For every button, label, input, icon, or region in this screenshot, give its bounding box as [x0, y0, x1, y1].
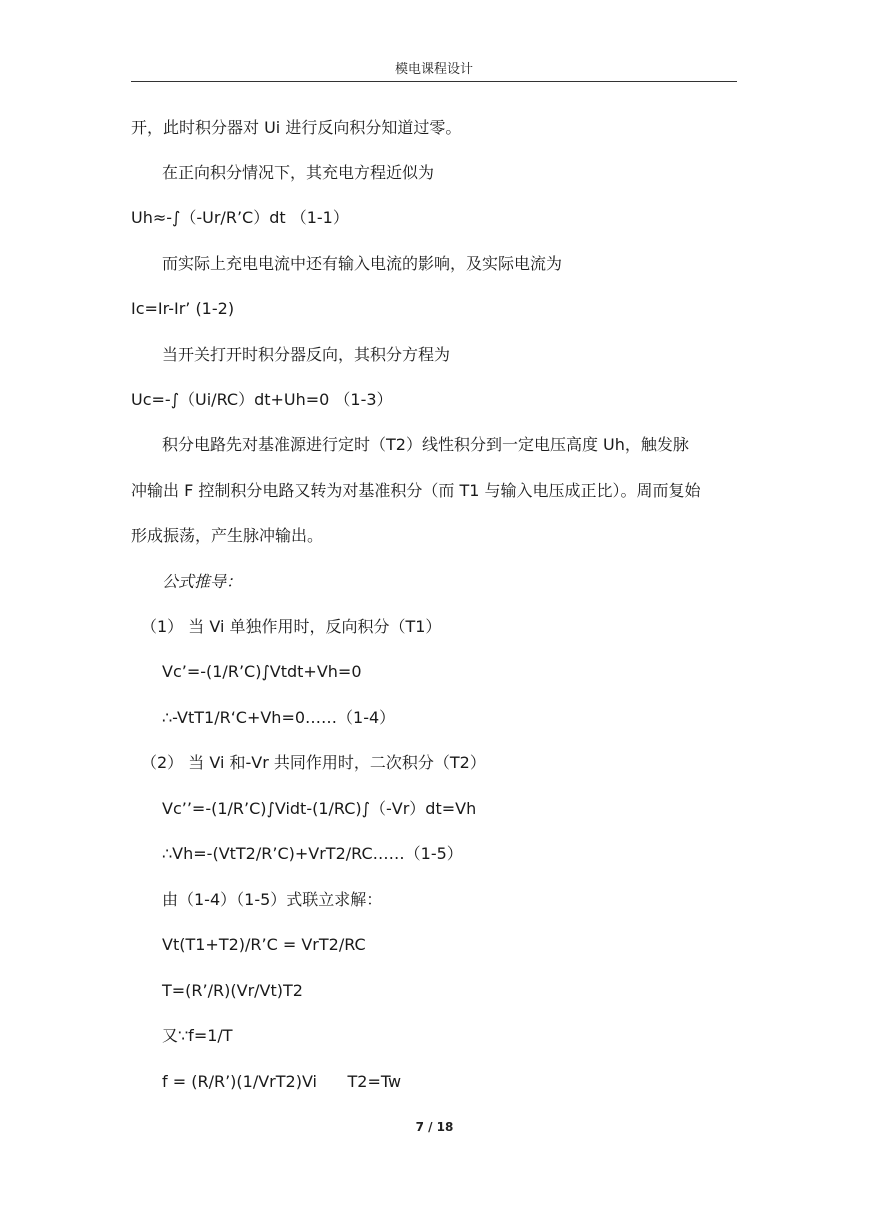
body-line: 而实际上充电电流中还有输入电流的影响，及实际电流为 [162, 254, 563, 273]
equation-line: T=(R’/R)(Vr/Vt)T2 [162, 981, 303, 1000]
equation-line: Vc’’=-(1/R’C)∫Vidt-(1/RC)∫（-Vr）dt=Vh [162, 799, 477, 818]
equation-line: Vt(T1+T2)/R’C = VrT2/RC [162, 935, 366, 954]
list-item: （1） 当 Vi 单独作用时，反向积分（T1） [141, 617, 442, 636]
body-line: 形成振荡，产生脉冲输出。 [131, 526, 324, 545]
body-line: 在正向积分情况下，其充电方程近似为 [162, 163, 435, 182]
page-header: 模电课程设计 [131, 60, 737, 82]
body-line: 积分电路先对基准源进行定时（T2）线性积分到一定电压高度 Uh，触发脉 [162, 435, 689, 454]
section-heading: 公式推导： [162, 572, 243, 591]
list-item: （2） 当 Vi 和-Vr 共同作用时，二次积分（T2） [141, 753, 486, 772]
body-line: 由（1-4）（1-5）式联立求解： [162, 890, 383, 909]
body-line: 开，此时积分器对 Ui 进行反向积分知道过零。 [131, 118, 462, 137]
equation-line: Uc=-∫（Ui/RC）dt+Uh=0 （1-3） [131, 390, 393, 409]
equation-line: Vc’=-(1/R’C)∫Vtdt+Vh=0 [162, 662, 362, 681]
body-line: 冲输出 F 控制积分电路又转为对基准积分（而 T1 与输入电压成正比）。周而复始 [131, 481, 701, 500]
page-number: 7 / 18 [415, 1120, 454, 1134]
equation-line: ∴-VtT1/R‘C+Vh=0……（1-4） [162, 708, 396, 727]
equation-line: Uh≈-∫（-Ur/R’C）dt （1-1） [131, 208, 349, 227]
equation-line: ∴Vh=-(VtT2/R’C)+VrT2/RC……（1-5） [162, 844, 463, 863]
equation-line: f = (R/R’)(1/VrT2)Vi T2=Tw [162, 1072, 402, 1091]
body-line: 当开关打开时积分器反向，其积分方程为 [162, 345, 451, 364]
equation-line: Ic=Ir-Ir’ (1-2) [131, 299, 235, 318]
equation-line: 又∵f=1/T [162, 1026, 233, 1045]
